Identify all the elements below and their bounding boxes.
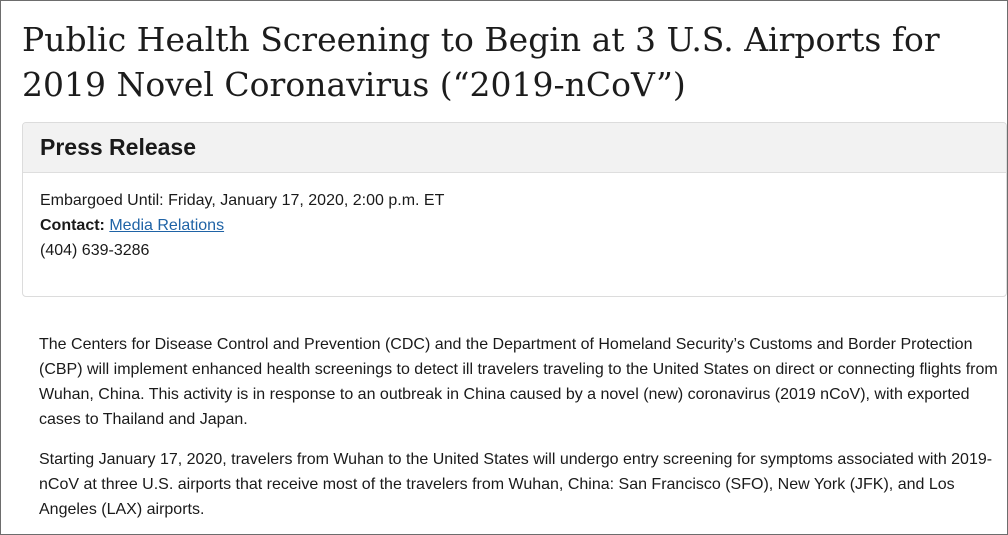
media-relations-link[interactable]: Media Relations xyxy=(109,217,225,234)
article-paragraph: The Centers for Disease Control and Prevention (CDC) and the Department of Homeland Security’s Customs and Border Protection (CBP) will implement enhanced health screenings to detect ill travelers traveling to the United States on direct or connecting flights from Wuhan, China. This activity is in response to an outbreak in China caused by a novel (new) coronavirus (2019 nCoV), with exported cases to Thailand and Japan. xyxy=(39,336,998,428)
article-paragraph: Starting January 17, 2020, travelers from Wuhan to the United States will undergo entry screening for symptoms associated with 2019-nCoV at three U.S. airports that receive most of the travelers from Wuhan, China: San Francisco (SFO), New York (JFK), and Los Angeles (LAX) airports. xyxy=(39,451,993,518)
embargo-text: Embargoed Until: Friday, January 17, 2020, 2:00 p.m. ET xyxy=(40,192,445,209)
press-release-card xyxy=(22,122,1007,297)
article-body xyxy=(39,332,1001,535)
contact-line xyxy=(40,213,989,238)
page-title: Public Health Screening to Begin at 3 U.S. Airports for 2019 Novel Coronavirus (“2019-nCoV”) xyxy=(22,20,940,104)
contact-label: Contact: xyxy=(40,217,105,234)
phone-number: (404) 639-3286 xyxy=(40,242,150,259)
press-release-heading: Press Release xyxy=(23,123,1006,173)
press-release-details xyxy=(23,173,1006,263)
